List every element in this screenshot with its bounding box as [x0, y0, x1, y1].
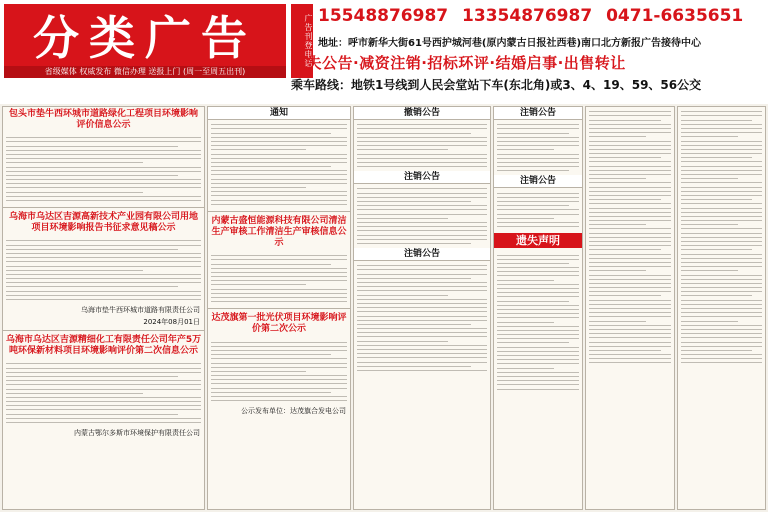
bus-route: 乘车路线：地铁1号线到人民会堂站下车(东北角)或3、4、19、59、56公交: [291, 78, 702, 92]
column-2: [207, 106, 351, 510]
text-block: [3, 359, 204, 427]
text-block: [494, 120, 582, 175]
text-block: [208, 337, 350, 405]
notice-title: 乌海市乌达区吉源精细化工有限责任公司年产5万吨环保新材料项目环境影响评价第二次信息公示: [5, 335, 202, 357]
notice-title: 注销公告: [494, 175, 582, 188]
text-block: [494, 250, 582, 393]
column-3: [353, 106, 491, 510]
signature: 内蒙古鄂尔多斯市环境保护有限责任公司: [74, 429, 200, 438]
text-block: [354, 261, 490, 375]
signature: 公示发布单位：达茂旗合发电公司: [241, 407, 346, 416]
column-5: [585, 106, 675, 510]
masthead: [0, 0, 768, 104]
signature: 乌海市垫牛西环城市道路有限责任公司: [81, 306, 200, 315]
lost-notice-banner: 遗失声明: [494, 233, 582, 248]
text-block: [3, 236, 204, 304]
column-6: [677, 106, 766, 510]
phone-3: 0471-6635651: [606, 6, 744, 26]
notice-title: 注销公告: [494, 107, 582, 120]
services-list: 遗失公告·减资注销·招标环评·结婚启事·出售转让: [291, 54, 626, 72]
notice-title: 内蒙古盛恒能源科技有限公司清洁生产审核工作清洁生产审核信息公示: [211, 215, 347, 248]
notice-title: 注销公告: [354, 171, 490, 184]
notice-title: 包头市垫牛西环城市道路绿化工程项目环境影响评价信息公示: [8, 109, 198, 130]
notice-title: 达茂旗第一批光伏项目环境影响评价第二次公示: [211, 313, 347, 335]
text-block: [208, 251, 350, 306]
notice-title: 撤销公告: [354, 107, 490, 120]
column-1: [2, 106, 205, 510]
page-title: 分类广告: [33, 11, 257, 65]
text-block: [354, 120, 490, 171]
text-block: [678, 107, 765, 368]
text-block: [586, 107, 674, 368]
notice-title: 乌海市乌达区吉源高新技术产业园有限公司用地项目环境影响报告书征求意见稿公示: [8, 212, 198, 234]
text-block: [3, 133, 204, 205]
slogan: 省级媒体 权威发布 微信办理 送报上门 (周一至周五出刊): [4, 66, 286, 78]
phone-1: 15548876987: [318, 6, 449, 26]
text-block: [494, 188, 582, 231]
ad-phone-tag: 广告刊登电话: [291, 4, 313, 78]
brand-block: [4, 4, 286, 78]
column-4: [493, 106, 583, 510]
notice-title: 注销公告: [354, 248, 490, 261]
notice-title: 通知: [208, 107, 350, 120]
text-block: [208, 120, 350, 209]
phone-2: 13354876987: [462, 6, 593, 26]
phone-numbers: [318, 6, 751, 26]
address: 地址：呼市新华大街61号西护城河巷(原内蒙古日报社西巷)南口北方新报广告接待中心: [318, 38, 702, 49]
text-block: [354, 184, 490, 248]
date: 2024年08月01日: [143, 318, 200, 327]
